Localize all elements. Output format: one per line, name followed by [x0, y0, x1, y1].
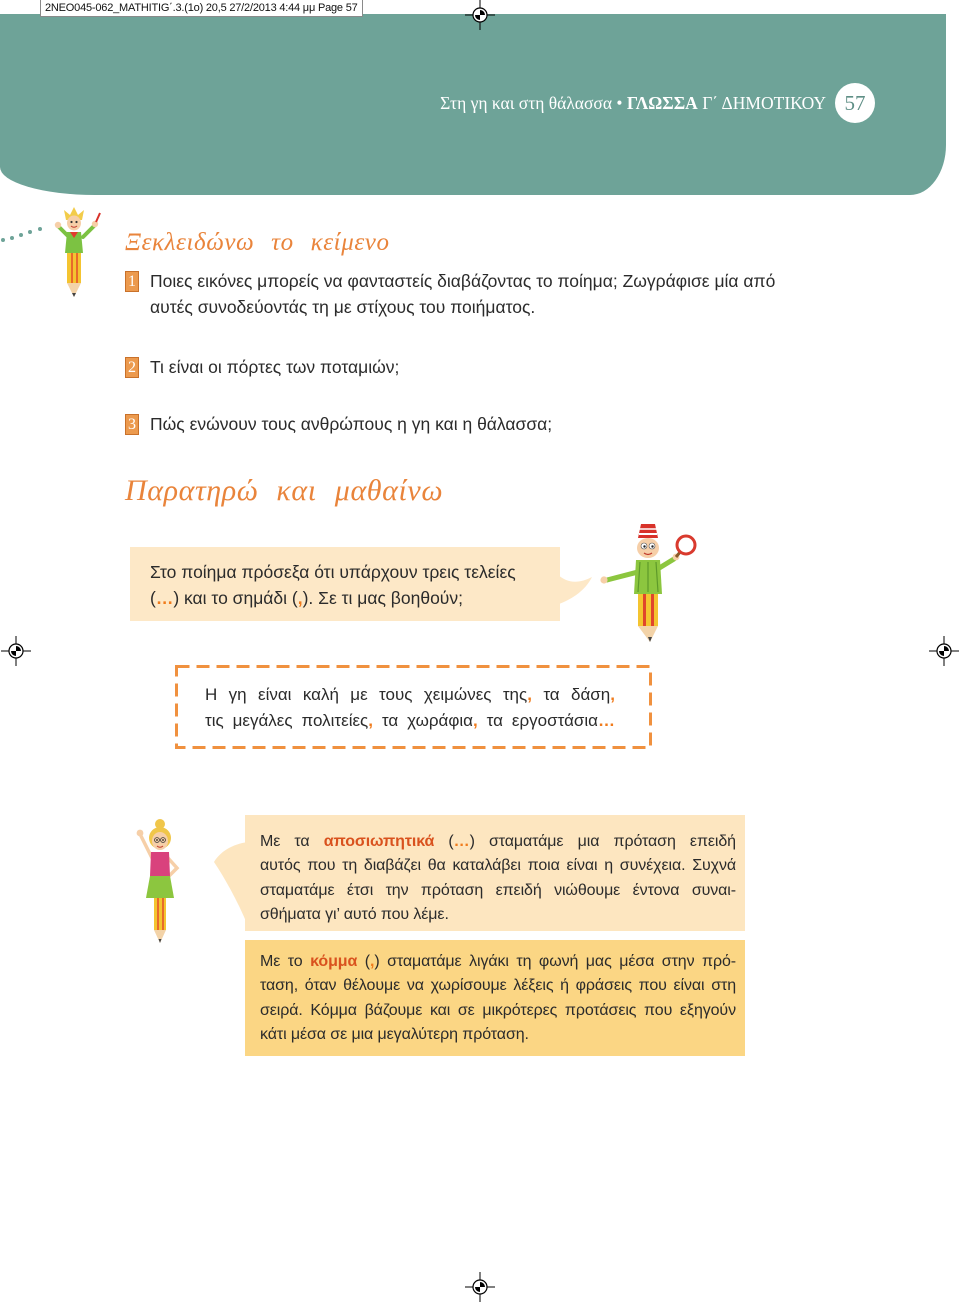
- page-number: 57: [835, 83, 875, 123]
- rule-line: κάτι μέσα σε μια μεγαλύτερη πρόταση.: [260, 1025, 529, 1043]
- text-segment: τις μεγάλες πολιτείες: [205, 711, 369, 730]
- question-line: Τι είναι οι πόρτες των ποταμιών;: [150, 357, 400, 377]
- note-line: [150, 585, 516, 611]
- section-heading-unlock: Ξεκλειδώνω το κείμενο: [125, 229, 390, 256]
- pencil-magnifier-icon: [598, 522, 702, 644]
- rule-line: [260, 830, 736, 854]
- text-segment: (: [357, 953, 370, 970]
- text-segment: Η γη είναι καλή με τους χειμώνες της: [205, 685, 528, 704]
- question-number-badge: 3: [125, 414, 139, 435]
- registration-mark-icon: [929, 636, 959, 666]
- rule-text-comma: [260, 950, 736, 1047]
- rule-line: ταση, όταν θέλουμε να χωρίσουμε λέξεις ή φράσεις που είναι στη: [260, 977, 736, 995]
- rule-line: αυτός που τη διαβάζει θα καταλάβει ποια είναι η συνέχεια. Συχνά: [260, 857, 736, 875]
- question-number-badge: 1: [125, 271, 139, 292]
- keyword: αποσιωπητικά: [323, 833, 435, 850]
- rule-line: σταματάμε έτσι την πρόταση επειδή νιώθουμε έντονα συναι-: [260, 881, 736, 899]
- question-line: Πώς ενώνουν τους ανθρώπους η γη και η θάλασσα;: [150, 414, 553, 434]
- text-segment: ) και το σημάδι (: [173, 588, 298, 608]
- rule-line: [260, 950, 736, 974]
- question-line: Ποιες εικόνες μπορείς να φανταστείς διαβάζοντας το ποίημα; Ζωγράφισε μία από: [150, 271, 776, 291]
- print-slug: 2NEO045-062_MATHITIG΄.3.(1o) 20,5 27/2/2013 4:44 μμ Page 57: [40, 0, 363, 17]
- comma-mark: ,: [527, 685, 532, 704]
- registration-mark-icon: [465, 1272, 495, 1302]
- pencil-boy-icon: [50, 207, 106, 299]
- comma-mark: ,: [610, 685, 615, 704]
- section-heading-observe: Παρατηρώ και μαθαίνω: [125, 474, 444, 507]
- text-segment: τα δάση: [531, 685, 611, 704]
- text-segment: Με τα: [260, 833, 324, 850]
- text-segment: τα χωράφια: [372, 711, 474, 730]
- text-segment: τα εργοστάσια: [477, 711, 598, 730]
- text-segment: ). Σε τι μας βοηθούν;: [302, 588, 463, 608]
- question-text: [150, 411, 552, 437]
- ellipsis-mark: …: [155, 588, 174, 608]
- registration-mark-icon: [1, 636, 31, 666]
- ellipsis-mark: …: [598, 711, 615, 730]
- unit-title: Στη γη και στη θάλασσα: [440, 93, 613, 113]
- running-header: [440, 92, 826, 114]
- registration-mark-icon: [465, 0, 495, 30]
- note-line: Στο ποίημα πρόσεξα ότι υπάρχουν τρεις τελείες: [150, 562, 516, 582]
- ellipsis-mark: …: [453, 833, 470, 850]
- pencil-girl-icon: [132, 818, 190, 944]
- poem-excerpt: [205, 682, 615, 734]
- rule-text-ellipsis: [260, 830, 736, 927]
- speech-bubble-tail: [212, 836, 248, 930]
- note-prompt: [150, 559, 516, 611]
- subject-title: ΓΛΩΣΣΑ: [626, 93, 698, 113]
- text-segment: Με το: [260, 953, 311, 970]
- poem-line: [205, 708, 615, 734]
- question-line: αυτές συνοδεύοντάς τη με στίχους του ποιήματος.: [150, 297, 536, 317]
- text-segment: ) σταματάμε λιγάκι τη φωνή μας μέσα στην πρό-: [374, 953, 736, 970]
- header-separator: •: [616, 93, 623, 113]
- keyword: κόμμα: [310, 953, 358, 970]
- question-number-badge: 2: [125, 357, 139, 378]
- text-segment: ) σταματάμε μια πρόταση επειδή: [469, 833, 736, 850]
- text-segment: (: [434, 833, 454, 850]
- dots-icon: [0, 222, 48, 244]
- rule-line: σειρά. Κόμμα βάζουμε και σε μικρότερες προτάσεις που εξηγούν: [260, 1001, 736, 1019]
- text-segment: (: [150, 588, 156, 608]
- rule-line: σθήματα γι’ αυτό που λέμε.: [260, 905, 449, 923]
- comma-mark: ,: [368, 711, 373, 730]
- comma-mark: ,: [369, 953, 375, 970]
- comma-mark: ,: [473, 711, 478, 730]
- poem-line: [205, 682, 615, 708]
- speech-bubble-tail: [556, 565, 596, 610]
- grade-title: Γ΄ ΔΗΜΟΤΙΚΟΥ: [702, 93, 826, 113]
- comma-mark: ,: [297, 588, 303, 608]
- question-text: [150, 354, 399, 380]
- question-text: [150, 268, 775, 320]
